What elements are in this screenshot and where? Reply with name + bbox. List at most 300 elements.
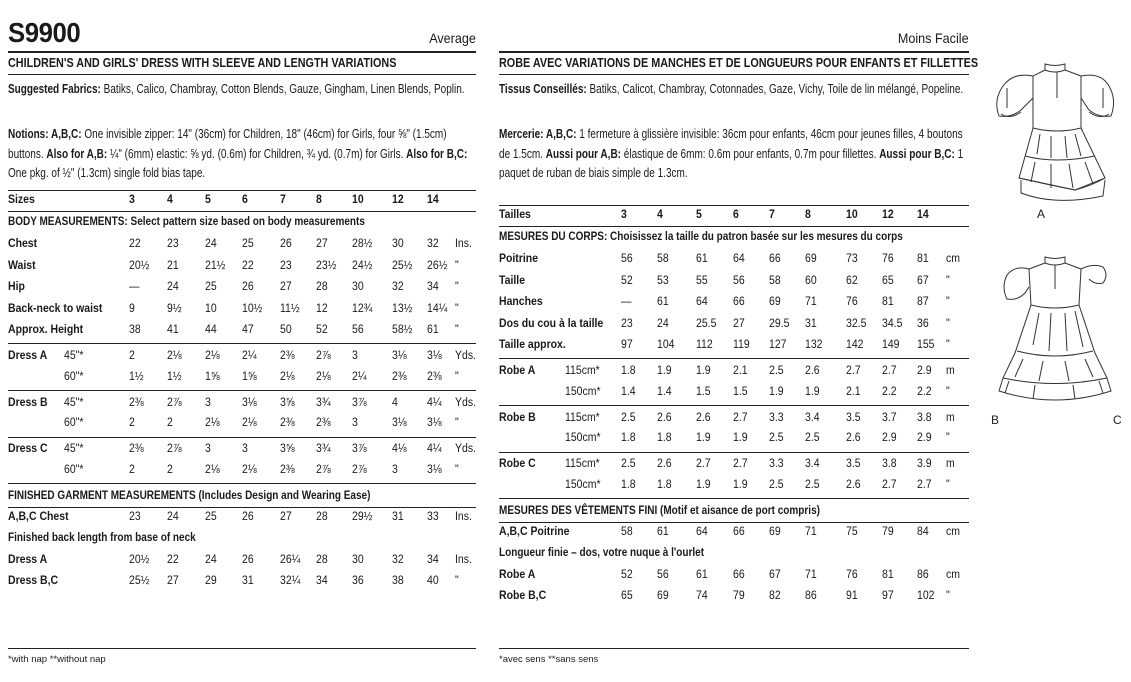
yardage-value	[352, 462, 369, 476]
finished-measurements-header-text: FINISHED GARMENT MEASUREMENTS (Includes Design and Wearing Ease)	[8, 487, 371, 502]
finished-chest-unit-text: Ins.	[455, 508, 472, 523]
notions-label-fr: Mercerie: A,B,C:	[499, 126, 577, 141]
yardage-unit-text: m	[946, 363, 955, 377]
yardage-value	[167, 441, 184, 455]
yardage-value-text: 2⅞	[316, 348, 331, 362]
body-value	[392, 279, 406, 293]
body-unit-text: "	[946, 337, 950, 352]
yardage-value	[316, 462, 333, 476]
yardage-value	[696, 456, 713, 470]
body-value	[769, 316, 793, 330]
body-value	[167, 322, 181, 336]
body-value-text: 13½	[392, 300, 413, 315]
yardage-unit-text: m	[946, 456, 955, 470]
sizes-rule-top	[499, 205, 969, 206]
body-value	[205, 322, 219, 336]
body-value	[917, 337, 937, 351]
finished-value-text: 56	[657, 566, 669, 581]
yardage-value-text: 3	[205, 441, 211, 455]
finished-value	[280, 552, 304, 566]
yardage-value-text: 1½	[167, 368, 182, 383]
yardage-value-text: 2⅞	[167, 394, 182, 409]
body-value	[316, 322, 330, 336]
yardage-value	[769, 456, 786, 470]
body-value-text: 58	[657, 251, 669, 265]
yardage-unit	[946, 477, 950, 491]
finished-value	[392, 573, 406, 587]
yardage-value-text: 1.5	[696, 383, 711, 398]
finished-unit-text: "	[455, 572, 459, 587]
size-4-text: 4	[167, 192, 173, 206]
body-value	[205, 279, 219, 293]
yardage-value-text: 3¾	[316, 441, 331, 455]
yardage-value	[352, 441, 369, 455]
yardage-value	[167, 348, 184, 362]
yardage-value-text: 2.5	[805, 430, 820, 444]
yardage-value-text: 1.9	[696, 476, 711, 491]
body-value	[657, 316, 671, 330]
yardage-value	[696, 363, 713, 377]
yardage-value	[205, 395, 212, 409]
yardage-rule	[8, 483, 476, 484]
yardage-value-text: 3⅛	[427, 415, 442, 429]
body-row-label	[499, 251, 544, 265]
body-value-text: 11½	[280, 300, 300, 315]
notions-text: One invisible zipper: 14" (36cm) for Children, 18" (46cm) for Girls, four ⅝" (1.5cm) buttons.	[8, 126, 447, 161]
fabric-width-text: 115cm*	[565, 456, 600, 470]
fabric-width-text: 45"*	[64, 348, 84, 362]
difficulty-level: Average	[429, 30, 476, 46]
finished-value	[657, 588, 671, 602]
body-value	[129, 322, 143, 336]
yardage-value-text: 2.5	[621, 456, 636, 470]
yardage-view-label-text: Dress C	[8, 441, 48, 455]
yardage-value	[733, 410, 750, 424]
body-value	[392, 236, 406, 250]
body-value-text: 66	[733, 294, 745, 309]
yardage-value-text: 1.8	[657, 476, 672, 491]
yardage-rule	[8, 390, 476, 391]
yardage-value	[392, 369, 409, 383]
finished-chest-value-text: 66	[733, 523, 745, 538]
yardage-view-label	[499, 363, 541, 377]
body-value-text: 10½	[242, 300, 263, 315]
finished-row-label-text: Dress A	[8, 551, 48, 566]
finished-chest-value-text: 28	[316, 508, 328, 523]
yardage-value	[846, 410, 863, 424]
body-value-text: 9	[129, 300, 135, 315]
finished-chest-value-text: 58	[621, 523, 633, 538]
body-value-text: 64	[733, 251, 745, 265]
body-rule-bottom	[8, 343, 476, 344]
yardage-value	[696, 384, 713, 398]
body-value	[657, 273, 671, 287]
body-value-text: 61	[696, 251, 708, 265]
dress-b-label: B	[991, 413, 1000, 427]
yardage-value-text: 2⅜	[280, 348, 295, 362]
body-value	[352, 301, 376, 315]
title-rule-bottom-fr	[499, 74, 969, 75]
sizes-label-text: Sizes	[8, 192, 35, 206]
fabric-width	[565, 384, 606, 398]
yardage-value	[205, 415, 222, 429]
fabric-width	[565, 430, 606, 444]
yardage-value	[167, 462, 174, 476]
yardage-value	[733, 477, 750, 491]
yardage-value	[696, 477, 713, 491]
finished-value	[242, 573, 256, 587]
finished-chest-value	[129, 509, 143, 523]
finished-value-text: 86	[917, 566, 929, 581]
body-unit-text: "	[455, 322, 459, 337]
finished-chest-label-text: A,B,C Chest	[8, 508, 69, 523]
size-3	[621, 207, 628, 221]
yardage-value-text: 2.5	[805, 476, 820, 491]
body-value	[769, 251, 783, 265]
yardage-value	[392, 395, 399, 409]
notions-text-fr: 1 fermeture à glissière invisible: 36cm pour enfants, 46cm pour jeunes filles, 4 boutons de 1.5cm.	[499, 126, 963, 161]
yardage-value-text: 2.1	[846, 383, 861, 398]
yardage-value-text: 3.3	[769, 409, 784, 424]
body-value	[129, 301, 136, 315]
finished-value-text: 34	[316, 572, 328, 587]
body-value	[242, 279, 256, 293]
yardage-value-text: 2.7	[696, 456, 711, 470]
finished-row-label-text: Robe A	[499, 566, 536, 581]
body-unit-text: "	[946, 315, 950, 330]
yardage-value-text: 3.4	[805, 456, 820, 470]
body-value	[392, 258, 416, 272]
body-value	[392, 322, 416, 336]
yardage-unit-text: "	[455, 461, 459, 476]
body-value	[621, 251, 635, 265]
fabric-width-text: 60"*	[64, 368, 84, 383]
body-value	[657, 251, 671, 265]
yardage-value	[733, 363, 750, 377]
yardage-value-text: 2.9	[917, 430, 932, 444]
body-value-text: 87	[917, 294, 929, 309]
body-row-label	[8, 236, 42, 250]
yardage-value-text: 2⅜	[129, 441, 144, 455]
fabric-width	[64, 395, 87, 409]
body-value-text: 112	[696, 337, 713, 352]
yardage-value	[280, 348, 297, 362]
body-value-text: 155	[917, 337, 935, 352]
notions-bc-label: Also for B,C:	[406, 145, 468, 161]
yardage-value-text: 2.5	[621, 409, 636, 424]
yardage-value	[242, 348, 259, 362]
body-measurements-header	[499, 229, 991, 243]
yardage-value	[129, 369, 146, 383]
yardage-value	[769, 410, 786, 424]
body-value	[882, 316, 906, 330]
yardage-value-text: 2.9	[882, 430, 897, 444]
finished-chest-value	[657, 524, 671, 538]
fabric-width-text: 150cm*	[565, 383, 601, 398]
body-value	[129, 236, 143, 250]
finished-chest-value	[805, 524, 819, 538]
finished-chest-value-text: 24	[167, 508, 179, 523]
finished-length-header-text: Finished back length from base of neck	[8, 529, 196, 544]
body-value-text: 12¾	[352, 300, 373, 315]
finished-value-text: 66	[733, 566, 745, 581]
body-value	[917, 316, 931, 330]
finished-value-text: 69	[657, 587, 669, 602]
dress-a-label: A	[1037, 207, 1046, 221]
size-3	[129, 192, 136, 206]
yardage-value-text: 2.1	[733, 363, 748, 377]
body-unit-text: Ins.	[455, 236, 472, 250]
body-value-text: 52	[316, 322, 328, 337]
yardage-value-text: 3¾	[316, 394, 331, 409]
finished-value	[129, 552, 153, 566]
body-row-label-text: Dos du cou à la taille	[499, 315, 604, 330]
yardage-value-text: 3⅛	[427, 461, 442, 476]
finished-length-header	[499, 545, 749, 559]
yardage-value-text: 2⅛	[280, 368, 295, 383]
yardage-value-text: 3⅞	[352, 394, 367, 409]
yardage-value-text: 3.5	[846, 456, 861, 470]
body-value-text: 61	[657, 294, 669, 309]
finished-measurements-header	[8, 488, 450, 502]
body-value	[805, 273, 819, 287]
yardage-value-text: 2¼	[352, 368, 367, 383]
body-value-text: 53	[657, 272, 669, 287]
finished-chest-value	[392, 509, 406, 523]
body-value	[352, 258, 376, 272]
yardage-value-text: 3	[242, 441, 248, 455]
yardage-value-text: 3	[352, 348, 358, 362]
yardage-value	[621, 477, 638, 491]
body-value	[427, 322, 441, 336]
finished-value-text: 31	[242, 572, 254, 587]
yardage-value-text: 2⅛	[205, 461, 220, 476]
yardage-value-text: 3⅛	[242, 394, 257, 409]
body-unit-text: "	[946, 272, 950, 287]
body-value	[805, 251, 819, 265]
body-unit-text: "	[455, 279, 459, 294]
sizes-label	[499, 207, 536, 221]
yardage-value	[657, 363, 674, 377]
yardage-value	[917, 363, 934, 377]
finished-value-text: 52	[621, 566, 633, 581]
yardage-value	[882, 410, 899, 424]
difficulty-level-fr: Moins Facile	[898, 30, 969, 46]
finished-chest-value	[882, 524, 896, 538]
finished-value	[696, 588, 710, 602]
body-unit-text: "	[455, 300, 459, 315]
yardage-value-text: 2.6	[657, 456, 672, 470]
yardage-value-text: 2	[167, 461, 173, 476]
body-value-text: 32	[427, 236, 439, 250]
body-value-text: 31	[805, 315, 817, 330]
yardage-value-text: 1.9	[657, 363, 672, 377]
yardage-value-text: 3⅛	[392, 348, 407, 362]
yardage-value	[392, 348, 409, 362]
yardage-value	[427, 348, 444, 362]
finished-value	[733, 588, 747, 602]
body-measurements-header-text: BODY MEASUREMENTS: Select pattern size based on body measurements	[8, 214, 365, 228]
body-value	[882, 294, 896, 308]
fabric-width	[64, 462, 87, 476]
yardage-value-text: 2	[167, 415, 173, 429]
body-value-text: 149	[882, 337, 900, 352]
body-value	[846, 337, 866, 351]
body-value-text: 24	[205, 236, 217, 250]
body-value	[316, 258, 340, 272]
yardage-value-text: 2.5	[769, 476, 784, 491]
yardage-view-label-text: Robe A	[499, 363, 536, 377]
body-row-label-text: Chest	[8, 236, 38, 250]
yardage-value	[392, 462, 399, 476]
yardage-value	[621, 410, 638, 424]
body-value	[696, 294, 710, 308]
finished-value-text: 24	[205, 551, 217, 566]
yardage-value	[205, 462, 222, 476]
footnote-fr: *avec sens **sans sens	[499, 654, 599, 665]
yardage-value-text: 3⅛	[392, 415, 407, 429]
yardage-value-text: 3⅝	[280, 394, 295, 409]
body-row-label-text: Hanches	[499, 294, 543, 309]
yardage-view-label	[8, 395, 54, 409]
yardage-view-label	[8, 348, 54, 362]
yardage-value-text: 2⅛	[242, 461, 257, 476]
body-value-text: 25	[242, 236, 254, 250]
yardage-value-text: 2⅛	[205, 415, 220, 429]
body-value	[427, 236, 441, 250]
body-value-text: 142	[846, 337, 864, 352]
yardage-value	[846, 456, 863, 470]
finished-chest-label	[8, 509, 78, 523]
body-unit	[455, 279, 459, 293]
notions-fr	[499, 124, 969, 183]
yardage-value	[352, 348, 359, 362]
yardage-value	[316, 415, 333, 429]
fabric-width-text: 150cm*	[565, 476, 601, 491]
yardage-value	[621, 456, 638, 470]
finished-value	[733, 567, 747, 581]
yardage-value	[657, 456, 674, 470]
body-value	[129, 279, 141, 293]
yardage-value-text: 2.9	[917, 363, 932, 377]
yardage-value-text: 2⅛	[242, 415, 257, 429]
size-14	[917, 207, 931, 221]
body-value-text: 64	[696, 294, 708, 309]
body-value-text: 52	[621, 272, 633, 287]
finished-header-rule	[8, 507, 476, 508]
yardage-value-text: 1⅝	[205, 368, 220, 383]
yardage-value-text: 3⅛	[427, 348, 442, 362]
yardage-value-text: 1.4	[621, 383, 636, 398]
body-value-text: 25½	[392, 257, 413, 272]
body-value	[733, 316, 747, 330]
yardage-unit-text: "	[455, 415, 459, 429]
body-value-text: 69	[769, 294, 781, 309]
body-row-label-text: Back-neck to waist	[8, 300, 103, 315]
body-unit	[946, 273, 950, 287]
yardage-value-text: 2.2	[917, 383, 932, 398]
size-14-text: 14	[917, 207, 929, 221]
body-value	[805, 294, 819, 308]
body-value-text: 65	[882, 272, 894, 287]
finished-value	[242, 552, 256, 566]
body-row-label-text: Taille	[499, 272, 526, 287]
yardage-value	[280, 369, 297, 383]
yardage-value	[242, 415, 259, 429]
yardage-value-text: 1½	[129, 368, 144, 383]
finished-value	[805, 588, 819, 602]
size-8-text: 8	[316, 192, 322, 206]
yardage-unit	[455, 462, 459, 476]
finished-unit	[455, 552, 475, 566]
finished-value-text: 71	[805, 566, 817, 581]
fabric-width	[64, 415, 87, 429]
size-3-text: 3	[621, 207, 627, 221]
yardage-rule	[499, 405, 969, 406]
finished-value	[280, 573, 304, 587]
fabric-width	[565, 410, 605, 424]
body-value-text: 66	[769, 251, 781, 265]
body-value	[242, 236, 256, 250]
size-12-text: 12	[882, 207, 894, 221]
body-unit	[946, 251, 962, 265]
finished-length-header-text: Longueur finie – dos, votre nuque à l'ourlet	[499, 544, 705, 559]
body-value	[352, 236, 376, 250]
body-value-text: 26½	[427, 257, 448, 272]
yardage-value-text: 1⅝	[242, 368, 257, 383]
yardage-value	[205, 348, 222, 362]
finished-value	[621, 588, 635, 602]
finished-measurements-header-text: MESURES DES VÊTEMENTS FINI (Motif et aisance de port compris)	[499, 502, 820, 517]
yardage-value-text: 1.8	[657, 430, 672, 444]
body-value-text: 12	[316, 300, 328, 315]
body-unit	[455, 258, 459, 272]
finished-value	[205, 573, 219, 587]
fabric-width-text: 45"*	[64, 394, 84, 409]
notions	[8, 124, 478, 183]
yardage-value-text: 2⅛	[316, 368, 331, 383]
body-value	[242, 301, 266, 315]
body-value	[846, 251, 860, 265]
finished-chest-value-text: 31	[392, 508, 404, 523]
body-row-label-text: Waist	[8, 257, 36, 272]
finished-value-text: 79	[733, 587, 745, 602]
body-value-text: —	[621, 294, 632, 309]
finished-chest-value-text: 33	[427, 508, 439, 523]
finished-row-label-text: Dress B,C	[8, 572, 59, 587]
body-value-text: 24	[167, 279, 179, 294]
body-unit	[946, 337, 950, 351]
finished-value	[846, 567, 860, 581]
yardage-value	[129, 441, 146, 455]
fabric-width	[565, 363, 605, 377]
yardage-value	[696, 410, 713, 424]
body-value-text: 32.5	[846, 315, 867, 330]
body-value	[280, 258, 294, 272]
finished-chest-value-text: 69	[769, 523, 781, 538]
body-value	[621, 294, 633, 308]
body-value-text: 30	[392, 236, 404, 250]
yardage-unit	[455, 348, 479, 362]
yardage-value	[352, 415, 359, 429]
finished-value-text: 36	[352, 572, 364, 587]
body-value	[917, 251, 931, 265]
body-value	[769, 273, 783, 287]
yardage-value	[696, 430, 713, 444]
body-value-text: 26	[280, 236, 292, 250]
body-value-text: 27	[280, 279, 292, 294]
yardage-view-label	[499, 456, 542, 470]
